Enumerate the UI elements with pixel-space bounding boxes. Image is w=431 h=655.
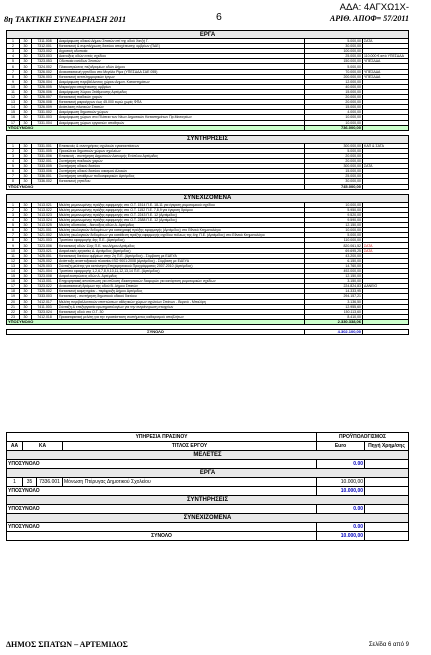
row-number: 10 [7, 248, 20, 253]
municipality-name: ΔΗΜΟΣ ΣΠΑΤΩΝ – ΑΡΤΕΜΙΔΟΣ [6, 640, 128, 649]
row-title: Κατασκευή οδών 11ης Π.Ε. του Δήμου Αρτέμιδος [58, 243, 305, 248]
row-code: 30 [20, 268, 32, 273]
row-title: Προκαταρκτική μελέτη για την εγκατάσταση συστήματος καθαρισμού αποβλήτων [58, 314, 305, 319]
row-account: 7413.024 [32, 218, 58, 223]
row-code: 30 [20, 64, 32, 69]
row-code: 30 [20, 228, 32, 233]
row-code: 30 [20, 279, 32, 284]
service-title: ΥΠΗΡΕΣΙΑ ΠΡΑΣΙΝΟΥ [7, 433, 317, 442]
row-account: 7331.005 [32, 148, 58, 153]
row-number: 3 [7, 49, 20, 54]
row-account: 7413.001 [32, 279, 58, 284]
row-title: Τροπίσιο εφαρμογής 4ης Π.Ε. (Αρτέμιδος) [58, 238, 305, 243]
row-title: Διαμόρφωση δημοτικών χώρων [58, 110, 305, 115]
row-account: 7323.006 [32, 243, 58, 248]
row-title: Διαμόρφωση οδικού Δήμου Σπατών επί της οδού Χατζή Γ. [58, 39, 305, 44]
row-title: Συντήρηση παιδικών χαρών [58, 159, 305, 164]
total-value: 4.302.100,00 [305, 330, 363, 335]
row-code: 30 [20, 84, 32, 89]
subtotal-label: ΥΠΟΣΥΝΟΛΟ [7, 460, 317, 469]
table-row [7, 228, 409, 233]
row-number: 9 [7, 79, 20, 84]
row-title: Διαμόρφωση περιβάλλοντος χώρου Δημοτ. Καταστημάτων [58, 79, 305, 84]
row-amount: 20.000,00 [305, 95, 363, 100]
row-number: 21 [7, 304, 20, 309]
row-amount: 12.000,00 [305, 79, 363, 84]
row-amount: 12.150,00 [305, 223, 363, 228]
row-title: Κατασκευή παιδικών χαρών [58, 95, 305, 100]
row-number: 14 [7, 105, 20, 110]
row-account: 7325.002 [32, 289, 58, 294]
row-title: Κατασκευή δικτύου ομβρίων στην 2η Π.Ε. (Αρτέμιδος) - Σύμβαση με ΕΔΕΥΑ [58, 253, 305, 258]
row-code: 30 [20, 284, 32, 289]
row-account: 7331.004 [32, 120, 58, 125]
row-amount: 492.000,00 [305, 268, 363, 273]
section-synexizomena: ΣΥΝΕΧΙΖΟΜΕΝΑ [7, 194, 409, 202]
row-account: 7411.003 [32, 304, 58, 309]
row-source: 110.000 € από ΥΠΕΣΔΔΑ [363, 54, 409, 59]
page-header [4, 11, 409, 28]
row-title: Μικροέργα αποχέτευσης ομβρίων [58, 84, 305, 89]
row-title: Ανάπλαση πλατειών Σπατών [58, 105, 305, 110]
row-amount: 12.150,00 [305, 274, 363, 279]
page-counter: Σελίδα 6 από 9 [368, 642, 409, 648]
row-number: 15 [7, 110, 20, 115]
row-amount: 10.000,00 [305, 202, 363, 207]
row-title: Κατασκευή γηπέδου [58, 179, 305, 184]
row-account: 7421.002 [32, 233, 58, 238]
row-code: 30 [20, 148, 32, 153]
row-account: 7412.017 [32, 299, 58, 304]
row-amount: 150.113,60 [305, 309, 363, 314]
subtotal-value: 2.330.338,06 [305, 319, 363, 324]
section-syntiriseis: ΣΥΝΤΗΡΗΣΕΙΣ [7, 496, 409, 505]
row-account: 7323.002 [32, 49, 58, 54]
row-number: 7 [7, 233, 20, 238]
row-number: 5 [7, 164, 20, 169]
row-amount: 30.000,00 [305, 179, 363, 184]
row-code: 30 [20, 304, 32, 309]
section-synexizomena: ΣΥΝΕΧΙΖΟΜΕΝΑ [7, 514, 409, 523]
row-amount: 25.000,00 [305, 54, 363, 59]
row-title: Ανάπτυξη αναπτυξιακού πλαισίου ΙSO 9001:2008 (Αρτέμιδος) - Σύμβαση με ΕΔΕΥΑ [58, 258, 305, 263]
subtotal-label: ΥΠΟΣΥΝΟΛΟ [7, 505, 317, 514]
row-code: 30 [20, 174, 32, 179]
row-number: 20 [7, 299, 20, 304]
session-title: 8η ΤΑΚΤΙΚΗ ΣΥΝΕΔΡΙΑΣΗ 2011 [4, 14, 127, 24]
row-title: Πλακοστρώσεις πεζοδρομίων οδών Δήμου [58, 64, 305, 69]
row-account: 7413.022 [32, 207, 58, 212]
row-amount: 3.150,00 [305, 279, 363, 284]
row-title: Επιχειρησιακή αποτύπωση για επίλυση ιδιοκτησιακών διαφορών για κατάρτιση ρυμοτομικών σχεδίων [58, 279, 305, 284]
row-account: 7421.001 [32, 228, 58, 233]
col-source: Πηγή Χρημ/σης [365, 442, 409, 451]
row-number: 1 [7, 202, 20, 207]
row-title: Σύνταξη μελέτης για εκπόνηση Επιχειρησιακού Προγράμματος 2007-2010 (Αρτέμιδος) [58, 263, 305, 268]
row-title: Κατασκευή αντιπλημμυρικών έργων [58, 74, 305, 79]
row-code: 30 [20, 299, 32, 304]
row-code: 30 [20, 212, 32, 217]
row-code: 30 [20, 289, 32, 294]
row-source: ΣΑΤΑ [363, 248, 409, 253]
row-amount: 5.000,00 [305, 233, 363, 238]
row-code: 30 [20, 159, 32, 164]
row-number: 19 [7, 294, 20, 299]
subtotal-label: ΥΠΟΣΥΝΟΛΟ [7, 487, 317, 496]
decision-number: ΑΡΙΘ. ΑΠΟΦ= 57/2011 [329, 14, 409, 23]
subtotal-label: ΥΠΟΣΥΝΟΛΟ [7, 523, 317, 532]
row-title: Διαμόρφωση χώρων εργασιών αποθηκών [58, 120, 305, 125]
row-title: Μελέτη οδοποιίας - διανοίξεις οδών Δ. Αρτέμιδος [58, 223, 305, 228]
row-title: Τροπίσιο εφαρμογής 1,2,6,7,8,9,10,11,12,13,14 Π.Ε. (Αρτέμιδος) [58, 268, 305, 273]
row-account: 7326.009 [32, 105, 58, 110]
row-number: 4 [7, 159, 20, 164]
row-code: 30 [20, 253, 32, 258]
row-account: 7311.008 [32, 39, 58, 44]
row-amount: 5.950,00 [305, 207, 363, 212]
row-title: Μελέτη γεωλογικών δεδομένων για καταγραφή πράξης εφαρμογής (Αρτέμιδος) στο Εθνικό Κτηματολόγιο [58, 228, 305, 233]
col-title: ΤΙΤΛΟΣ ΕΡΓΟΥ [63, 442, 317, 451]
row-amount: 224.824,83 [305, 284, 363, 289]
row-account: 7425.003 [32, 263, 58, 268]
row-number: 18 [7, 289, 20, 294]
row-number: 10 [7, 84, 20, 89]
row-title: Συντήρηση οδικού δικτύου [58, 164, 305, 169]
row-amount: 10.000,00 [305, 115, 363, 120]
row-number: 4 [7, 218, 20, 223]
row-amount: 9.520,00 [305, 212, 363, 217]
row-code: 30 [20, 169, 32, 174]
row-code: 30 [20, 238, 32, 243]
row-title: Μελέτη γεωλογικών δεδομένων για κατάθεση πράξης εφαρμογής σχεδίου πόλεως της 4ης Π.Ε. (Αρτέμιδος) στο Εθνικό Κτηματολόγιο [58, 233, 305, 238]
row-code: 30 [20, 143, 32, 148]
budget-table [6, 30, 409, 335]
row-account: 7425.002 [32, 258, 58, 263]
table-row: 1 35 7336.001 Μόνωση Πτέρυγας Δημοτικού Σχολείου 10.000,00 [7, 478, 409, 487]
section-meletes: ΜΕΛΕΤΕΣ [7, 451, 409, 460]
row-code: 30 [20, 39, 32, 44]
row-account: 7326.004 [32, 79, 58, 84]
row-code: 30 [20, 59, 32, 64]
col-aa: ΑΑ [7, 442, 23, 451]
subtotal-value: 10.000,00 [317, 487, 365, 496]
row-title: Κατασκευή - συντήρηση δημοτικού οδικού δικτύου [58, 294, 305, 299]
row-amount: 294.157,21 [305, 294, 363, 299]
row-amount: 8.410,00 [305, 314, 363, 319]
row-amount: 4.000,00 [305, 110, 363, 115]
row-amount: 20.000,00 [305, 100, 363, 105]
row-code: 30 [20, 258, 32, 263]
row-number: 6 [7, 169, 20, 174]
row-number: 8 [7, 74, 20, 79]
row-source: ΚΑΠ & ΣΑΤΑ [363, 143, 409, 148]
row-source: ΥΠΕΣΔΔΑ [363, 74, 409, 79]
row-amount: 820.061,52 [305, 243, 363, 248]
row-account: 7425.001 [32, 253, 58, 258]
row-code: 30 [20, 120, 32, 125]
row-number: 9 [7, 243, 20, 248]
row-number: 1 [7, 39, 20, 44]
row-number: 14 [7, 268, 20, 273]
row-number: 5 [7, 59, 20, 64]
row-number: 11 [7, 89, 20, 94]
row-amount: 300.000,00 [305, 143, 363, 148]
row-code: 30 [20, 218, 32, 223]
row-code: 30 [20, 115, 32, 120]
row-source: ΣΑΤΑ [363, 243, 409, 248]
row-title: Διαμόρφωση χώρων στο Πλάτεια των Νέων Δημοτικών Καταστημάτων Πρ.Μεσογείων [58, 115, 305, 120]
row-number: 3 [7, 212, 20, 217]
row-title: Κατασκευή μικροέργων έως 45.000 ευρώ χωρίς ΦΠΑ [58, 100, 305, 105]
row-account: 7332.001 [32, 159, 58, 164]
row-account: 7331.001 [32, 143, 58, 148]
row-amount: 5.000,00 [305, 39, 363, 44]
table-row [7, 233, 409, 238]
row-code: 30 [20, 309, 32, 314]
row-account: 7323.024 [32, 309, 58, 314]
page-number: 6 [216, 11, 222, 23]
row-title: Μελέτη μεμονωμένης πράξης εφαρμογής στο Ο.Τ. 2388 Π.Ε. 12 (Αρτέμιδος) [58, 218, 305, 223]
row-code: 30 [20, 44, 32, 49]
ada-code: ΑΔΑ: 4ΑΓΧΩ1Χ- [339, 2, 409, 13]
row-title: Επισκευή - συντήρηση Δημοτικών Διανομής Ενόπλου Αρτέμιδος [58, 153, 305, 158]
row-code: 30 [20, 179, 32, 184]
page-footer [6, 640, 409, 652]
row-title: Κατασκευή κοιμητηρίου - περίφραξη Δήμου Αρτέμιδος [58, 289, 305, 294]
row-number: 11 [7, 253, 20, 258]
row-code: 30 [20, 233, 32, 238]
row-title: Επισκευές & συντηρήσεις σχολικών εγκαταστάσεων [58, 143, 305, 148]
subtotal-label: ΥΠΟΣΥΝΟΛΟ [7, 319, 305, 324]
green-service-table [6, 432, 409, 541]
row-amount: 5.000,00 [305, 64, 363, 69]
row-number: 12 [7, 95, 20, 100]
row-amount: 25.000,00 [305, 174, 363, 179]
row-amount: 14.333,95 [305, 289, 363, 294]
row-number: 8 [7, 179, 20, 184]
row-account: 7333.003 [32, 294, 58, 299]
row-code: 30 [20, 164, 32, 169]
col-ka: ΚΑ [23, 442, 63, 451]
row-amount: 9.590,00 [305, 218, 363, 223]
subtotal-value: 745.000,00 [305, 184, 363, 189]
row-code: 30 [20, 79, 32, 84]
table-row [7, 202, 409, 207]
row-title: Ασφαλτικές εργασίες Δ. Αρτέμιδος (Αρτέμιδος) [58, 248, 305, 253]
table-row [7, 279, 409, 284]
row-code: 30 [20, 74, 32, 79]
row-amount: 30.000,00 [305, 44, 363, 49]
row-amount: 10.000,00 [305, 228, 363, 233]
subtotal-label: ΥΠΟΣΥΝΟΛΟ [7, 125, 305, 130]
row-number: 23 [7, 314, 20, 319]
row-amount: 12.955,60 [305, 304, 363, 309]
row-title: Προαύλειοι δημοτικών χώρων σχολείων [58, 148, 305, 153]
row-number: 6 [7, 64, 20, 69]
row-account: 7323.003 [32, 54, 58, 59]
row-amount: 40.000,00 [305, 84, 363, 89]
row-code: 30 [20, 100, 32, 105]
total-label: ΣΥΝΟΛΟ [7, 532, 317, 541]
row-source: ΣΑΤΑ [363, 164, 409, 169]
row-code: 30 [20, 69, 32, 74]
row-title: Αγροτική οδοποιία [58, 49, 305, 54]
row-amount: 20.000,00 [305, 159, 363, 164]
subtotal-value: 736.000,00 [305, 125, 363, 130]
row-number: 2 [7, 207, 20, 212]
row-amount: 15.000,00 [305, 105, 363, 110]
row-account: 7326.006 [32, 89, 58, 94]
row-title: Σύνταξη & επεξεργασία ερωτηματολογίων για την συγκέντρωση στοιχείων [58, 304, 305, 309]
row-amount: 20.000,00 [305, 153, 363, 158]
row-number: 8 [7, 238, 20, 243]
row-account: 7421.003 [32, 238, 58, 243]
row-number: 22 [7, 309, 20, 314]
row-number: 3 [7, 153, 20, 158]
row-account: 7413.025 [32, 223, 58, 228]
row-code: 30 [20, 95, 32, 100]
row-title: Ανακατασκευή δρόμων της οδού Β. Δήμου Σπατών [58, 284, 305, 289]
row-account: 7326.003 [32, 74, 58, 79]
row-number: 4 [7, 54, 20, 59]
row-account: 7336.001 [32, 174, 58, 179]
row-title: Οδοποιία εισόδων Σπατών [58, 59, 305, 64]
total-source [363, 330, 409, 335]
row-number: 6 [7, 228, 20, 233]
row-account: 7326.002 [32, 69, 58, 74]
row-account: 7336.002 [32, 179, 58, 184]
row-amount: 70.000,00 [305, 69, 363, 74]
row-amount: 100.000,00 [305, 49, 363, 54]
row-account: 7324.002 [32, 64, 58, 69]
row-title: Ανακατασκευή γηπέδου στο Μεγάλο Ρίμα (ΥΠΕΣΔΔΑ ΣΑΕ 055) [58, 69, 305, 74]
budget-table-body [7, 31, 409, 335]
row-account: 7323.008 [32, 274, 58, 279]
row-account: 7331.002 [32, 110, 58, 115]
row-account: 7412.018 [32, 314, 58, 319]
subtotal-value: 0.00 [317, 523, 365, 532]
row-code: 30 [20, 153, 32, 158]
row-title: Μελέτη μεμονωμένης πράξης εφαρμογής στο Ο.Τ. 2243 Π.Ε. 12 (Αρτέμιδος) [58, 212, 305, 217]
row-account: 7333.005 [32, 164, 58, 169]
row-source: ΥΠΕΣΔΔΑ [363, 69, 409, 74]
row-code: 30 [20, 207, 32, 212]
row-amount: 43.200,00 [305, 253, 363, 258]
row-code: 30 [20, 263, 32, 268]
row-title: Ασφαλτοστρώσεις οδών Δ. Αρτέμιδος [58, 274, 305, 279]
row-number: 2 [7, 148, 20, 153]
row-title: Κατασκευή & συμπλήρωση δικτύου αποχέτευσης ομβρίων (ΠΔΕ) [58, 44, 305, 49]
total-label: ΣΥΝΟΛΟ [7, 330, 305, 335]
row-code: 30 [20, 274, 32, 279]
row-code: 30 [20, 202, 32, 207]
subtotal-label: ΥΠΟΣΥΝΟΛΟ [7, 184, 305, 189]
row-code: 30 [20, 105, 32, 110]
row-title: Διανοίξεις οδών εντός σχεδίου [58, 54, 305, 59]
row-number: 7 [7, 69, 20, 74]
row-code: 30 [20, 54, 32, 59]
row-account: 7331.006 [32, 153, 58, 158]
row-amount: 10.000,00 [305, 120, 363, 125]
row-number: 15 [7, 274, 20, 279]
row-title: Συντήρηση υπαίθρων ποδοσφαιρικών Αρτέμιδος [58, 174, 305, 179]
subtotal-value: 0.00 [317, 460, 365, 469]
row-title: Κατασκευή οδού στο Ο.Τ. 30 [58, 309, 305, 314]
row-number: 5 [7, 223, 20, 228]
row-number: 2 [7, 44, 20, 49]
subtotal-value: 0.00 [317, 505, 365, 514]
row-amount: 150.000,00 [305, 59, 363, 64]
row-code: 30 [20, 248, 32, 253]
row-code: 30 [20, 314, 32, 319]
row-amount: 15.000,00 [305, 89, 363, 94]
row-code: 30 [20, 110, 32, 115]
col-euro: Euro [317, 442, 365, 451]
row-account: 7421.004 [32, 268, 58, 273]
row-title: Συντήρηση οδικού δικτύου οικισμού Αλυκών [58, 169, 305, 174]
row-number: 13 [7, 263, 20, 268]
row-code: 30 [20, 89, 32, 94]
row-account: 7323.021 [32, 248, 58, 253]
row-number: 17 [7, 120, 20, 125]
row-code: 30 [20, 223, 32, 228]
row-number: 16 [7, 115, 20, 120]
row-amount: 69.695,25 [305, 248, 363, 253]
row-source: ΔΑΝΕΙΟ [363, 284, 409, 289]
section-erga: ΕΡΓΑ [7, 469, 409, 478]
row-amount: 5.000,00 [305, 148, 363, 153]
row-amount: 110.000,00 [305, 238, 363, 243]
row-amount: 6.150,00 [305, 258, 363, 263]
row-title: Διαμόρφωση Χώρου Στάθμευσης Αρτέμιδος [58, 89, 305, 94]
row-account: 7323.053 [32, 59, 58, 64]
row-amount: 3.136,50 [305, 299, 363, 304]
row-number: 13 [7, 100, 20, 105]
row-code: 30 [20, 294, 32, 299]
row-number: 12 [7, 258, 20, 263]
row-source: ΣΑΤΑ [363, 39, 409, 44]
section-syntiriseis: ΣΥΝΤΗΡΗΣΕΙΣ [7, 135, 409, 143]
row-account: 7326.008 [32, 100, 58, 105]
budget-header: ΠΡΟΫΠΟΛΟΓΙΣΜΟΣ [317, 433, 409, 442]
total-value: 10.000,00 [317, 532, 365, 541]
row-number: 16 [7, 279, 20, 284]
row-title: Μελέτη μεμονωμένης πράξης εφαρμογής στο Ο.Τ. 1152 Π.Ε. 7,8,9 για έγκριση δρόμου [58, 207, 305, 212]
row-code: 30 [20, 243, 32, 248]
row-code: 30 [20, 49, 32, 54]
row-number: 1 [7, 143, 20, 148]
row-account: 7413.023 [32, 212, 58, 217]
row-source: ΥΠΕΣΔΔΑ [363, 59, 409, 64]
row-account: 7326.007 [32, 95, 58, 100]
row-amount: 15.000,00 [305, 169, 363, 174]
row-amount: 14.760,00 [305, 263, 363, 268]
row-number: 17 [7, 284, 20, 289]
row-number: 7 [7, 174, 20, 179]
row-account: 7331.003 [32, 115, 58, 120]
row-amount: 300.000,00 [305, 164, 363, 169]
row-title: Μελέτη μεμονωμένης πράξης εφαρμογής στο Ο.Τ. 1514 Π.Ε. 18-11 για έγκριση ρυμοτομικού σχεδίου [58, 202, 305, 207]
row-account: 7323.022 [32, 284, 58, 289]
row-title: Μελέτη περιβαλλοντικών επιπτώσεων αθλητικών χώρων σχολείων Σπάτων - Βορειό - Μπαλίρη [58, 299, 305, 304]
row-account: 7312.001 [32, 44, 58, 49]
row-amount: 200.000,00 [305, 74, 363, 79]
section-erga: ΕΡΓΑ [7, 31, 409, 39]
row-account: 7413.021 [32, 202, 58, 207]
row-account: 7326.005 [32, 84, 58, 89]
row-account: 7333.006 [32, 169, 58, 174]
